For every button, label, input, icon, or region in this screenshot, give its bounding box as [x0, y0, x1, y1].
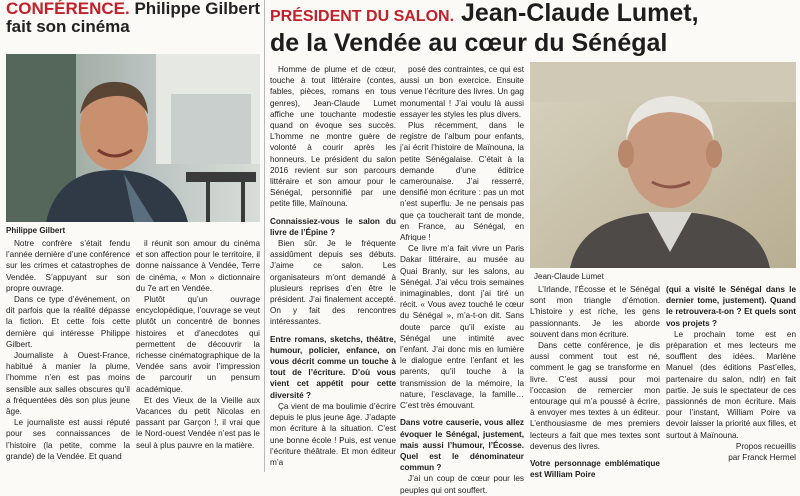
- signature-line2: par Franck Hermel: [728, 453, 796, 463]
- question: Votre personnage emblématique est William Poire: [530, 459, 660, 480]
- right-article-col3: [530, 284, 660, 480]
- column-divider: [264, 0, 265, 472]
- right-article-col2: [400, 64, 524, 496]
- paragraph: Dans ce type d’événement, on dit parfois que la réalité dépasse la fiction. Et cette fois cette dernière qui intéresse Philippe Gilbert.: [6, 295, 130, 349]
- paragraph: Ça vient de ma boulimie d’écrire depuis le plus jeune âge. J’adapte mon écriture à la situation. C’est une bonne école ! Puis, est venue l’écriture théâtrale. Et mon éditeur m’a: [270, 401, 396, 467]
- question: Dans votre causerie, vous allez évoquer le Sénégal, justement, mais aussi l’humour, l’Écosse. Quel est le dénominateur commun ?: [400, 418, 524, 473]
- right-kicker: PRÉSIDENT DU SALON.: [270, 8, 455, 25]
- left-title-line1: Philippe Gilbert: [134, 0, 261, 18]
- paragraph: Dans cette conférence, je dis aussi comment tout est né, comment le gag se transforme en livre. C’est aussi pour moi l’occasion de remercier mon entourage qui m’a poussé à écrire, à envoyer mes textes à un éditeur. L’enthousiasme de mes premiers lecteurs a fait que mes textes sont devenus des livres.: [530, 341, 660, 451]
- paragraph: Journaliste à Ouest-France, habitué à manier la plume, l’homme n’en est pas moins sensible aux salles obscures qu’il a fréquentées dès son plus jeune âge.: [6, 351, 130, 417]
- right-photo-caption: Jean-Claude Lumet: [534, 272, 604, 281]
- left-kicker: CONFÉRENCE.: [6, 0, 130, 18]
- paragraph: Homme de plume et de cœur, touche à tout littéraire (contes, fables, pièces, romans en tous genres), Jean-Claude Lumet affiche une touchante modestie quand on évoque ses succès. L’homme ne montre guère de volonté à courir après les honneurs. Le président du salon 2016 revient sur son parcours littéraire et son amour pour le Sénégal, personnifié par une petite fille, Maïnouna.: [270, 65, 396, 209]
- paragraph: Ce livre m’a fait vivre un Paris Dakar littéraire, au musée au Quai Branly, sur les salons, au Sénégal. J’ai vécu trois semaines inimaginables, dont j’ai tiré un récit. « Vous avez touché le cœur du Sénégal », m’a-t-on dit. Sans doute parce qu’il existe au Sénégal une intimité avec l’enfant. J’ai donc mis en lumière le dialogue entre l’enfant et les parents, qu’il touche à la transmission de la mémoire, la nature, l’esclavage, la famille… C’est très émouvant.: [400, 244, 524, 411]
- question: Entre romans, sketchs, théâtre, humour, policier, enfance, on vous décrit comme un touche à tout de l’écriture. D’où vous vient cet appétit pour cette diversité ?: [270, 334, 396, 400]
- paragraph: L’Irlande, l’Écosse et le Sénégal sont mon triangle d’émotion. L’histoire y est riche, les gens passionnants. Je les aborde souvent dans mon écriture.: [530, 285, 660, 339]
- paragraph: Et des Vieux de la Vieille aux Vacances du petit Nicolas en passant par Garçon !, il vrai que le Nord-ouest Vendée n’est pas le seul à plus pauvre en la matière.: [136, 395, 260, 450]
- right-title-line1: Jean-Claude Lumet,: [460, 0, 699, 27]
- right-article-col4: [666, 284, 796, 463]
- right-headline: [270, 0, 798, 56]
- jean-claude-lumet-photo: [530, 62, 796, 268]
- paragraph: Plutôt qu’un ouvrage encyclopédique, l’ouvrage se veut plutôt un concentré de bonnes histoires et d’anecdotes qui permettent de découvrir la richesse cinématographique de la Vendée sans avoir l’impression de parcourir un pensum académique.: [136, 295, 260, 394]
- paragraph: Plus récemment, dans le registre de l’album pour enfants, j’ai écrit l’histoire de Maïnouna, la petite Sénégalaise. C’était à la demande d’une éditrice camerounaise. J’ai resserré, densifié mon écriture : pas un mot n’est superflu. Je ne pensais pas que ça toucherait tant de monde, en France, au Sénégal, en Afrique !: [400, 121, 524, 243]
- right-title-line2: de la Vendée au cœur du Sénégal: [270, 29, 668, 57]
- philippe-gilbert-photo: [6, 54, 260, 222]
- paragraph: Le journaliste est aussi réputé pour ses connaissances de l’histoire (la petite, comme la grande) de la Vendée. Et quand: [6, 418, 130, 461]
- right-article-col1: [270, 64, 396, 468]
- left-photo-caption: Philippe Gilbert: [6, 226, 66, 235]
- question: Connaissiez-vous le salon du livre de l’Épine ?: [270, 216, 396, 237]
- paragraph: Bien sûr. Je le fréquente assidûment depuis ses débuts. J’aime ce salon. Les organisateurs m’ont demandé à plusieurs reprises d’en être le président. J’ai finalement accepté. On y fait des rencontres intéressantes.: [270, 239, 396, 327]
- paragraph: il réunit son amour du cinéma et son affection pour le territoire, il donne naissance à Vendée, Terre de cinéma, « Mon » dictionnaire du 7e art en Vendée.: [136, 239, 260, 293]
- paragraph: Le prochain tome est en préparation et mes lecteurs me soufflent des idées. Marlène Manuel (des éditions Past’elles, partenaire du salon, ndlr) en fait partie. Je suis le spectateur de ces passionnés de mon écriture. Mais pour l’instant, William Poire va devoir laisser la priorité aux filles, et surtout à Maïnouna.: [666, 329, 796, 440]
- question: (qui a visité le Sénégal dans le dernier tome, justement). Quand le retrouvera-t-on ? Et quels sont vos projets ?: [666, 285, 796, 328]
- signature-line1: Propos recueillis: [735, 441, 796, 451]
- paragraph: Notre confrère s’était fendu l’année dernière d’une conférence sur les crimes et catastrophes de Vendée. S’appuyant sur son propre ouvrage.: [6, 239, 130, 293]
- left-article-col2: [136, 238, 260, 451]
- left-headline: [6, 0, 266, 36]
- paragraph: J’ai un coup de cœur pour les peuples qui ont souffert.: [400, 474, 524, 495]
- paragraph: posé des contraintes, ce qui est aussi un bon exercice. Ensuite venue l’écriture des livres. Un gag monumental ! J’ai voulu là aussi essayer les styles les plus divers.: [400, 65, 524, 119]
- left-article-col1: [6, 238, 130, 462]
- left-title-line2: fait son cinéma: [6, 17, 130, 36]
